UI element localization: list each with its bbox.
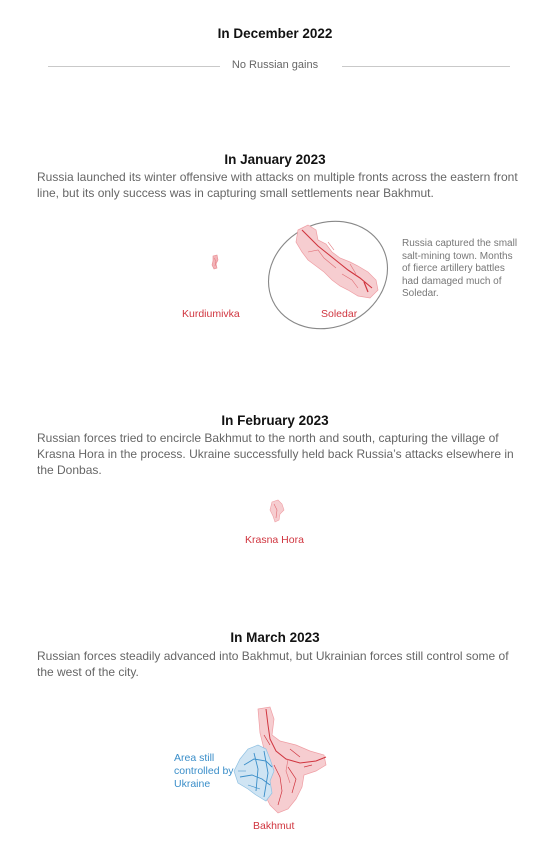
soledar-annotation: Russia captured the small salt-mining town. Months of fierce artillery battles had damaged much of Soledar. [402, 238, 518, 299]
february-body: Russian forces tried to encircle Bakhmut to the north and south, capturing the village of Krasna Hora in the process. Ukraine successfully held back Russia’s attacks elsewhere in the Donbas. [37, 431, 514, 477]
march-heading: In March 2023 [230, 630, 320, 645]
ukraine-area-label: Area still controlled by Ukraine [174, 752, 234, 790]
march-body: Russian forces steadily advanced into Bakhmut, but Ukrainian forces still control some of the west of the city. [37, 649, 509, 679]
kurdiumivka-map [205, 252, 225, 274]
krasna-hora-map [264, 498, 290, 526]
soledar-label: Soledar [321, 308, 358, 320]
kurdiumivka-label: Kurdiumivka [182, 308, 240, 320]
bakhmut-label: Bakhmut [253, 820, 295, 832]
krasna-hora-label: Krasna Hora [245, 534, 304, 546]
december-heading: In December 2022 [217, 26, 333, 41]
february-heading: In February 2023 [221, 413, 329, 428]
january-body: Russia launched its winter offensive with attacks on multiple fronts across the eastern front line, but its only success was in capturing small settlements near Bakhmut. [37, 170, 518, 200]
soledar-map [288, 222, 386, 304]
january-heading: In January 2023 [224, 152, 326, 167]
no-gains-label: No Russian gains [231, 59, 319, 71]
bakhmut-map [230, 705, 340, 817]
rule-right [342, 66, 510, 67]
